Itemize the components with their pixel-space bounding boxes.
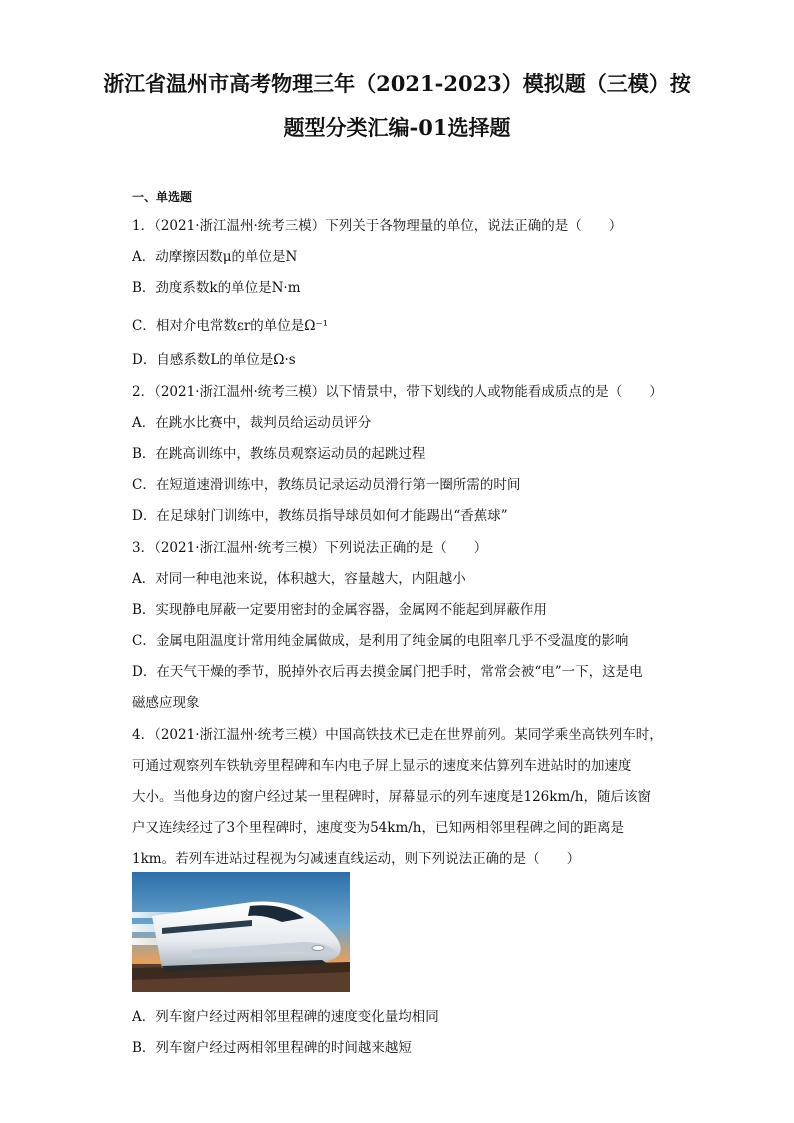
question-4-stem-line-4: 户又连续经过了3个里程碑时，速度变为54km/h，已知两相邻里程碑之间的距离是 [132, 820, 624, 836]
question-1-stem: 1．（2021·浙江温州·统考三模）下列关于各物理量的单位，说法正确的是（ ） [132, 218, 623, 234]
question-4-option-b: B．列车窗户经过两相邻里程碑的时间越来越短 [132, 1040, 412, 1056]
section-heading: 一、单选题 [132, 190, 193, 204]
question-2-option-c: C．在短道速滑训练中，教练员记录运动员滑行第一圈所需的时间 [132, 477, 521, 493]
high-speed-train-photo [132, 872, 350, 992]
question-4-stem-line-1: 4．（2021·浙江温州·统考三模）中国高铁技术已走在世界前列。某同学乘坐高铁列车时， [132, 727, 663, 743]
document-title-line-1: 浙江省温州市高考物理三年（2021-2023）模拟题（三模）按 [103, 71, 691, 96]
question-3-option-d-continued: 磁感应现象 [132, 695, 200, 711]
question-2-option-b: B．在跳高训练中，教练员观察运动员的起跳过程 [132, 446, 426, 462]
question-4-stem-line-5: 1km。若列车进站过程视为匀减速直线运动，则下列说法正确的是（ ） [132, 851, 581, 867]
question-2-stem: 2．（2021·浙江温州·统考三模）以下情景中，带下划线的人或物能看成质点的是（ ） [132, 384, 663, 400]
question-2-option-d: D．在足球射门训练中，教练员指导球员如何才能踢出“香蕉球” [132, 508, 508, 524]
document-title-line-2: 题型分类汇编-01选择题 [283, 115, 511, 140]
question-4-option-a: A．列车窗户经过两相邻里程碑的速度变化量均相同 [132, 1009, 439, 1025]
question-2-option-a: A．在跳水比赛中，裁判员给运动员评分 [132, 415, 372, 431]
question-3-option-c: C．金属电阻温度计常用纯金属做成，是利用了纯金属的电阻率几乎不受温度的影响 [132, 633, 629, 649]
question-3-stem: 3．（2021·浙江温州·统考三模）下列说法正确的是（ ） [132, 540, 488, 556]
question-1-option-d: D．自感系数L的单位是Ω·s [132, 352, 296, 368]
question-3-option-d: D．在天气干燥的季节，脱掉外衣后再去摸金属门把手时，常常会被“电”一下，这是电 [132, 664, 643, 680]
question-4-stem-line-3: 大小。当他身边的窗户经过某一里程碑时，屏幕显示的列车速度是126km/h，随后该窗 [132, 789, 651, 805]
question-1-option-a: A．动摩擦因数μ的单位是N [132, 249, 298, 265]
question-1-option-c: C．相对介电常数εr的单位是Ω⁻¹ [132, 318, 329, 334]
question-4-stem-line-2: 可通过观察列车铁轨旁里程碑和车内电子屏上显示的速度来估算列车进站时的加速度 [132, 758, 632, 774]
question-3-option-b: B．实现静电屏蔽一定要用密封的金属容器，金属网不能起到屏蔽作用 [132, 602, 547, 618]
question-1-option-b: B．劲度系数k的单位是N·m [132, 280, 301, 296]
question-3-option-a: A．对同一种电池来说，体积越大，容量越大，内阻越小 [132, 571, 466, 587]
